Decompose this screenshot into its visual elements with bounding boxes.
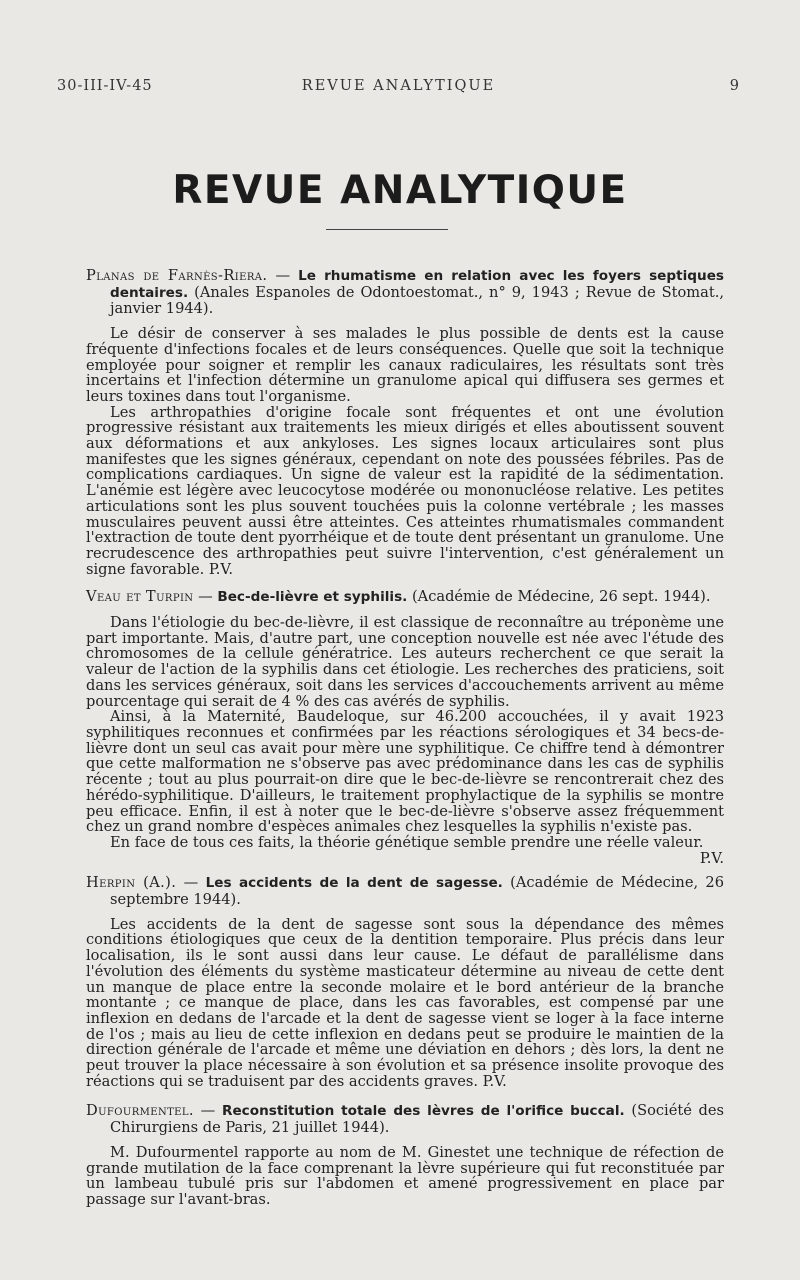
article-authors: Planas de Farnès-Riera. <box>86 267 268 284</box>
article-citation: (Académie de Médecine, 26 septembre 1944). <box>110 874 724 909</box>
journal-name: REVUE ANALYTIQUE <box>301 78 496 94</box>
article-authors: Dufourmentel. <box>86 1102 194 1120</box>
article-heading: Veau et Turpin — Bec-de-lièvre et syphilis. (Académie de Médecine, 26 sept. 1944). <box>86 588 711 606</box>
article-citation: (Académie de Médecine, 26 sept. 1944). <box>407 588 711 606</box>
page-title: REVUE ANALYTIQUE <box>172 168 628 213</box>
article-paragraph: Ainsi, à la Maternité, Baudeloque, sur 46.200 accouchées, il y avait 1923 syphilitiques reconnues et confirmées par les réactions sérologiques et 34 becs-de-lièvre dont un seul cas avait pour mère une syphilitique. Ce chiffre tend à démontrer que cette malformation ne s'observe pas avec prédominance dans les cas de syphilis récente ; tout au plus pourrait-on dire que le bec-de-lièvre se rencontrerait chez des hérédo-syphilitique. D'ailleurs, le traitement prophylactique de la syphilis se montre peu efficace. Enfin, il est à noter que le bec-de-lièvre s'observe assez fréquemment chez un grand nombre d'espèces animales chez lesquelles la syphilis n'existe pas. <box>86 708 724 836</box>
article-authors: Veau et Turpin <box>86 588 194 606</box>
article-citation: (Anales Espanoles de Odontoestomat., n° 9, 1943 ; Revue de Stomat., janvier 1944). <box>110 283 724 318</box>
article-heading: Dufourmentel. — Reconstitution totale des lèvres de l'orifice buccal. (Société des Chirurgiens de Paris, 21 juillet 1944). <box>86 1102 725 1137</box>
title-rule <box>326 229 448 230</box>
article-paragraph: Les arthropathies d'origine focale sont fréquentes et ont une évolution progressive résistant aux traitements les mieux dirigés et elles aboutissent souvent aux déformations et aux ankyloses. Les signes locaux articulaires sont plus manifestes que les signes généraux, cependant on note des poussées fébriles. Pas de complications cardiaques. Un signe de valeur est la rapidité de la sédimentation. L'anémie est légère avec leucocytose modérée ou mononucléose relative. Les petites articulations sont les plus souvent touchées puis la colonne vertébrale ; les masses musculaires peuvent aussi être atteintes. Ces atteintes rhumatismales commandent l'extraction de toute dent pyorrhéique et de toute dent présentant un granulome. Une recrudescence des arthropathies peut suivre l'intervention, c'est généralement un signe favorable. P.V. <box>86 403 724 578</box>
article-title: Le rhumatisme en relation avec les foyers septiques dentaires. <box>110 268 724 301</box>
article-paragraph: Dans l'étiologie du bec-de-lièvre, il est classique de reconnaître au tréponème une part importante. Mais, d'autre part, une conception nouvelle est née avec l'étude des chromosomes de la cellule génératrice. Les auteurs recherchent ce que serait la valeur de l'action de la syphilis dans cet étiologie. Les recherches des praticiens, soit dans les services généraux, soit dans les services d'accouchements arrivent au même pourcentage qui serait de 4 % des cas avérés de syphilis. <box>86 614 724 710</box>
article-paragraph: Les accidents de la dent de sagesse sont sous la dépendance des mêmes conditions étiologiques que ceux de la dentition temporaire. Plus précis dans leur localisation, ils le sont aussi dans leur cause. Le défaut de parallélisme dans l'évolution des éléments du système masticateur détermine au niveau de cette dent un manque de place entre la seconde molaire et le bord antérieur de la branche montante ; ce manque de place, dans les cas favorables, est compensé par une inflexion en dedans de l'arcade et la dent de sagesse vient se loger à la face interne de l'os ; mais au lieu de cette inflexion en dedans peut se produire le maintien de la direction générale de l'arcade et même une déviation en dehors ; dès lors, la dent ne peut trouver la place nécessaire à son évolution et sa présence insolite provoque des réactions qui se traduisent par des accidents graves. P.V. <box>86 915 724 1090</box>
article-paragraph: M. Dufourmentel rapporte au nom de M. Ginestet une technique de réfection de grande mutilation de la face comprenant la lèvre supérieure qui fut reconstituée par un lambeau tubulé pris sur l'abdomen et amené progressivement en place par passage sur l'avant-bras. <box>86 1143 724 1208</box>
issue-date: 30-III-IV-45 <box>57 78 153 94</box>
article-title: Reconstitution totale des lèvres de l'orifice buccal. <box>221 1103 625 1120</box>
article-authors: Herpin (A.). <box>86 874 177 892</box>
article-paragraph: Le désir de conserver à ses malades le plus possible de dents est la cause fréquente d'infections focales et de leurs conséquences. Quelle que soit la technique employée pour soigner et remplir les canaux radiculaires, les résultats sont très incertains et l'infection détermine un granulome apical qui diffusera ses germes et leurs toxines dans tout l'organisme. <box>86 325 724 405</box>
page-number: 9 <box>729 78 740 94</box>
article-citation: (Société des Chirurgiens de Paris, 21 juillet 1944). <box>110 1102 725 1137</box>
article-paragraph: En face de tous ces faits, la théorie génétique semble prendre une réelle valeur. <box>110 833 704 851</box>
article-title: Bec-de-lièvre et syphilis. <box>217 589 408 606</box>
article-heading: Planas de Farnès-Riera. — Le rhumatisme en relation avec les foyers septiques dentaires. (Anales Espanoles de Odontoestomat., n° 9, 1943 ; Revue de Stomat., janvier 1944). <box>86 267 724 318</box>
article-signature: P.V. <box>699 849 724 867</box>
article-heading: Herpin (A.). — Les accidents de la dent de sagesse. (Académie de Médecine, 26 septembre 1944). <box>86 874 724 909</box>
article-title: Les accidents de la dent de sagesse. <box>205 875 503 892</box>
article-list <box>86 268 724 1208</box>
